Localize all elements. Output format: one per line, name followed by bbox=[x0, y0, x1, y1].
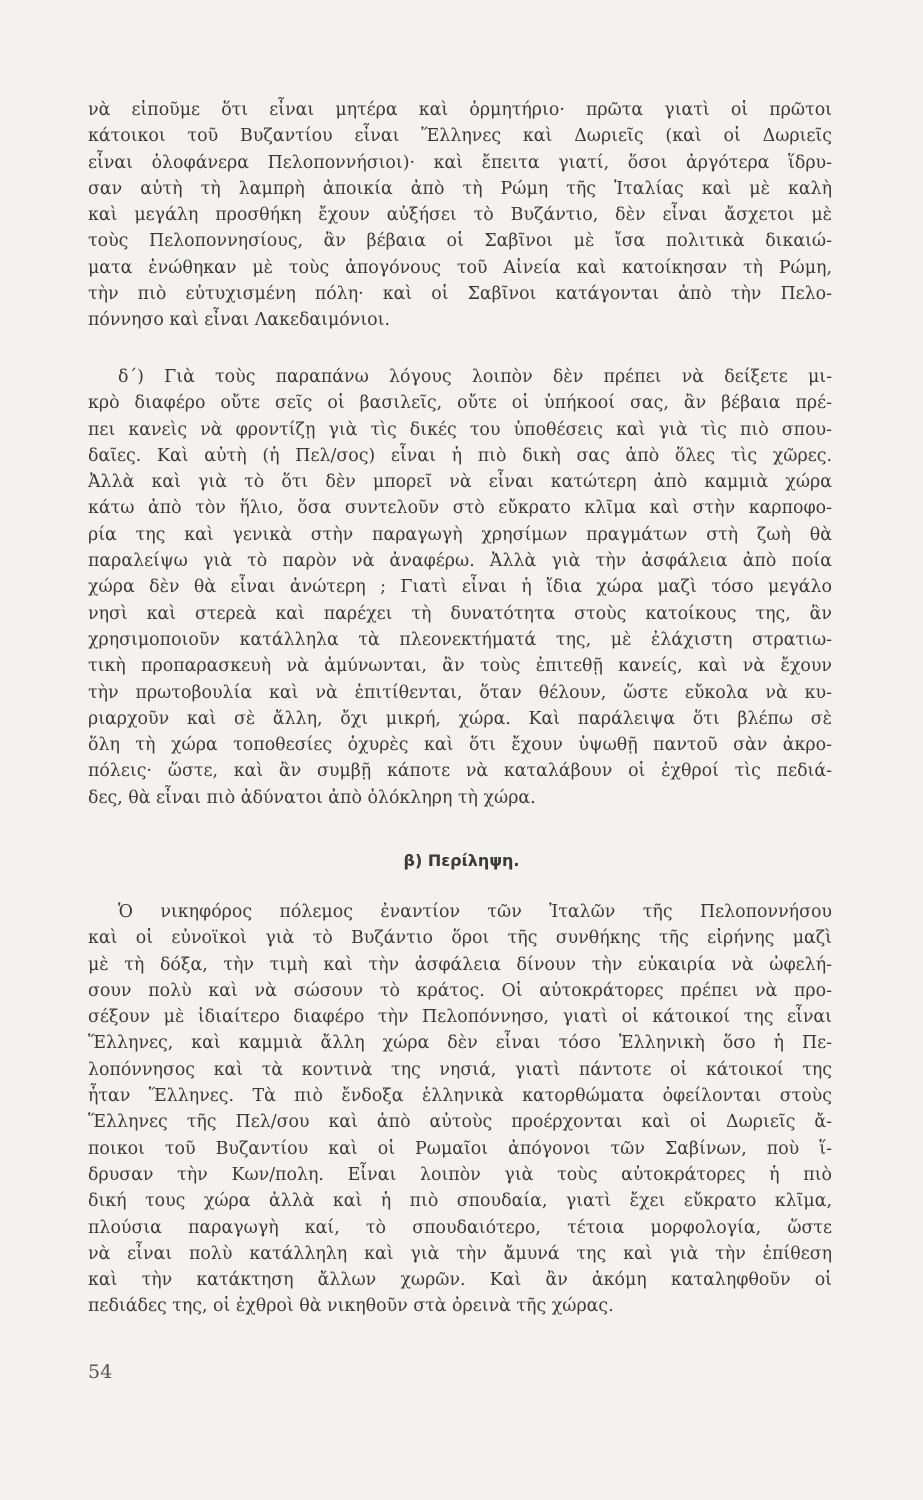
text-line: δες, θὰ εἶναι πιὸ ἀδύνατοι ἀπὸ ὁλόκληρη τὴ χώρα. bbox=[88, 787, 536, 808]
paragraph-delta bbox=[88, 364, 832, 811]
text-line: τοὺς Πελοποννησίους, ἂν βέβαια οἱ Σαβῖνοι μὲ ἴσα πολιτικὰ δικαιώ- bbox=[88, 231, 832, 252]
text-line: σέξουν μὲ ἰδιαίτερο διαφέρο τὴν Πελοπόννησο, γιατὶ οἱ κάτοικοί της εἶναι bbox=[88, 1007, 832, 1028]
text-line: δαῖες. Καὶ αὐτὴ (ἡ Πελ/σος) εἶναι ἡ πιὸ δικὴ σας ἀπὸ ὅλες τὶς χῶρες. bbox=[88, 445, 832, 466]
section-heading: β) Περίληψη. bbox=[403, 851, 520, 870]
text-line: Ἀλλὰ καὶ γιὰ τὸ ὅτι δὲν μπορεῖ νὰ εἶναι κατώτερη ἀπὸ καμμιὰ χώρα bbox=[88, 472, 832, 493]
text-line: τὴν πρωτοβουλία καὶ νὰ ἐπιτίθενται, ὅταν θέλουν, ὥστε εὔκολα νὰ κυ- bbox=[88, 682, 832, 703]
text-line: εἶναι ὁλοφάνερα Πελοποννήσιοι)· καὶ ἔπειτα γιατί, ὅσοι ἀργότερα ἵδρυ- bbox=[88, 152, 832, 173]
text-line: καὶ οἱ εὐνοϊκοὶ γιὰ τὸ Βυζάντιο ὅροι τῆς συνθήκης τῆς εἰρήνης μαζὶ bbox=[88, 928, 832, 949]
text-line: μὲ τὴ δόξα, τὴν τιμὴ καὶ τὴν ἀσφάλεια δίνουν τὴν εὐκαιρία νὰ ὠφελή- bbox=[88, 954, 832, 975]
text-line: πόλεις· ὥστε, καὶ ἂν συμβῇ κάποτε νὰ καταλάβουν οἱ ἐχθροί τὶς πεδιά- bbox=[88, 761, 832, 782]
text-line: καὶ μεγάλη προσθήκη ἔχουν αὐξήσει τὸ Βυζάντιο, δὲν εἶναι ἄσχετοι μὲ bbox=[88, 205, 832, 226]
text-line: νὰ εἶναι πολὺ κατάλληλη καὶ γιὰ τὴν ἄμυνά της καὶ γιὰ τὴν ἐπίθεση bbox=[88, 1243, 832, 1264]
text-line: δρυσαν τὴν Κων/πολη. Εἶναι λοιπὸν γιὰ τοὺς αὐτοκράτορες ἡ πιὸ bbox=[88, 1164, 832, 1185]
text-line: ὅλη τὴ χώρα τοποθεσίες ὀχυρὲς καὶ ὅτι ἔχουν ὑψωθῇ παντοῦ σὰν ἀκρο- bbox=[88, 735, 832, 756]
text-line: ριαρχοῦν καὶ σὲ ἄλλη, ὄχι μικρή, χώρα. Καὶ παράλειψα ὅτι βλέπω σὲ bbox=[88, 708, 832, 729]
text-line: Ἕλληνες τῆς Πελ/σου καὶ ἀπὸ αὐτοὺς προέρχονται καὶ οἱ Δωριεῖς ἄ- bbox=[88, 1112, 832, 1133]
text-line: τικὴ προπαρασκευὴ νὰ ἀμύνωνται, ἂν τοὺς ἐπιτεθῇ κανείς, καὶ νὰ ἔχουν bbox=[88, 656, 832, 677]
text-line: σαν αὐτὴ τὴ λαμπρὴ ἀποικία ἀπὸ τὴ Ρώμη τῆς Ἰταλίας καὶ μὲ καλὴ bbox=[88, 178, 832, 199]
text-line: πόννησο καὶ εἶναι Λακεδαιμόνιοι. bbox=[88, 310, 390, 331]
text-line: πλούσια παραγωγὴ καί, τὸ σπουδαιότερο, τέτοια μορφολογία, ὥστε bbox=[88, 1217, 832, 1238]
text-line: παραλείψω γιὰ τὸ παρὸν νὰ ἀναφέρω. Ἀλλὰ γιὰ τὴν ἀσφάλεια ἀπὸ ποία bbox=[88, 551, 832, 572]
text-line: κάτω ἀπὸ τὸν ἥλιο, ὅσα συντελοῦν στὸ εὔκρατο κλῖμα καὶ στὴν καρποφο- bbox=[88, 498, 832, 519]
paragraph-continuation bbox=[88, 97, 832, 334]
text-line: ποικοι τοῦ Βυζαντίου καὶ οἱ Ρωμαῖοι ἀπόγονοι τῶν Σαβίνων, ποὺ ἵ- bbox=[88, 1138, 832, 1159]
text-line: σουν πολὺ καὶ νὰ σώσουν τὸ κράτος. Οἱ αὐτοκράτορες πρέπει νὰ προ- bbox=[88, 980, 832, 1001]
text-line: πεδιάδες της, οἱ ἐχθροὶ θὰ νικηθοῦν στὰ ὀρεινὰ τῆς χώρας. bbox=[88, 1296, 614, 1317]
text-line: ρία της καὶ γενικὰ στὴν παραγωγὴ χρησίμων πραγμάτων στὴ ζωὴ θὰ bbox=[88, 524, 832, 545]
text-line: λοπόννησος καὶ τὰ κοντινὰ της νησιά, γιατὶ πάντοτε οἱ κάτοικοί της bbox=[88, 1059, 832, 1080]
text-line: τὴν πιὸ εὐτυχισμένη πόλη· καὶ οἱ Σαβῖνοι κατάγονται ἀπὸ τὴν Πελο- bbox=[88, 284, 832, 305]
text-line: ἦταν Ἕλληνες. Τὰ πιὸ ἔνδοξα ἑλληνικὰ κατορθώματα ὀφείλονται στοὺς bbox=[88, 1086, 832, 1107]
text-line: πει κανεὶς νὰ φροντίζῃ γιὰ τὶς δικές του ὑποθέσεις καὶ γιὰ τὶς πιὸ σπου- bbox=[88, 419, 832, 440]
text-line: νησὶ καὶ στερεὰ καὶ παρέχει τὴ δυνατότητα στοὺς κατοίκους της, ἂν bbox=[88, 603, 832, 624]
text-line: καὶ τὴν κατάκτηση ἄλλων χωρῶν. Καὶ ἂν ἀκόμη καταληφθοῦν οἱ bbox=[88, 1270, 832, 1291]
paragraph-summary bbox=[88, 899, 832, 1320]
text-line: δική τους χώρα ἀλλὰ καὶ ἡ πιὸ σπουδαία, γιατὶ ἔχει εὔκρατο κλῖμα, bbox=[88, 1191, 832, 1212]
text-line: ματα ἑνώθηκαν μὲ τοὺς ἀπογόνους τοῦ Αἰνεία καὶ κατοίκησαν τὴ Ρώμη, bbox=[88, 257, 832, 278]
text-line: κρὸ διαφέρο οὔτε σεῖς οἱ βασιλεῖς, οὔτε οἱ ὑπήκοοί σας, ἂν βέβαια πρέ- bbox=[88, 393, 832, 414]
text-line: κάτοικοι τοῦ Βυζαντίου εἶναι Ἕλληνες καὶ Δωριεῖς (καὶ οἱ Δωριεῖς bbox=[88, 126, 832, 147]
text-line: νὰ εἰποῦμε ὅτι εἶναι μητέρα καὶ ὁρμητήριο· πρῶτα γιατὶ οἱ πρῶτοι bbox=[88, 100, 832, 120]
page-number: 54 bbox=[88, 1361, 113, 1383]
text-line: Ὁ νικηφόρος πόλεμος ἐναντίον τῶν Ἰταλῶν τῆς Πελοποννήσου bbox=[118, 902, 832, 922]
text-line: Ἕλληνες, καὶ καμμιὰ ἄλλη χώρα δὲν εἶναι τόσο Ἑλληνικὴ ὅσο ἡ Πε- bbox=[88, 1033, 832, 1054]
text-line: χρησιμοποιοῦν κατάλληλα τὰ πλεονεκτήματά της, μὲ ἐλάχιστη στρατιω- bbox=[88, 629, 832, 650]
text-line: χώρα δὲν θὰ εἶναι ἀνώτερη ; Γιατὶ εἶναι ἡ ἴδια χώρα μαζὶ τόσο μεγάλο bbox=[88, 577, 832, 598]
text-line: δ΄) Γιὰ τοὺς παραπάνω λόγους λοιπὸν δὲν πρέπει νὰ δείξετε μι- bbox=[118, 367, 832, 387]
